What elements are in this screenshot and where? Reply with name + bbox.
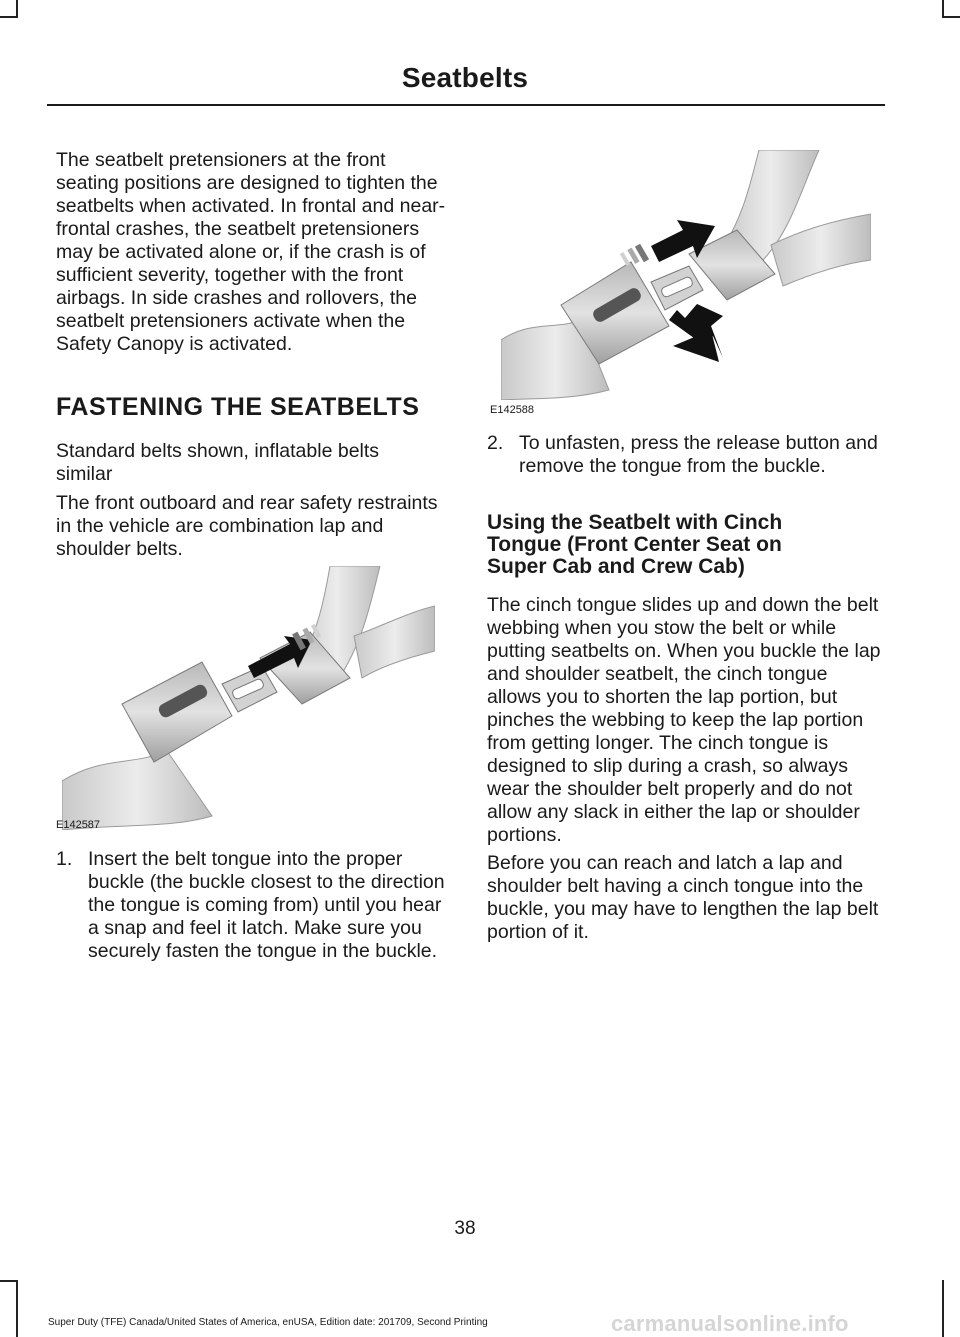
pretensioner-paragraph: The seatbelt pretensioners at the front seating positions are designed to tighten the seatbelts when activated. In frontal and near-frontal crashes, the seatbelt pretensioners may be activated alone or, if the crash is of sufficient severity, together with the front airbags. In side crashes and rollovers, the seatbelt pretensioners activate when the Safety Canopy is activated.	[56, 149, 446, 355]
footer-text: Super Duty (TFE) Canada/United States of America, enUSA, Edition date: 201709, Second Printing	[48, 1317, 488, 1328]
lengthen-belt-paragraph: Before you can reach and latch a lap and shoulder belt having a cinch tongue into the buckle, you may have to lengthen the lap belt portion of it.	[487, 852, 879, 943]
seatbelt-unfasten-graphic	[501, 150, 871, 400]
step-item	[56, 848, 448, 963]
page-title: Seatbelts	[401, 62, 529, 93]
fasten-belt-illustration	[56, 566, 435, 831]
unfasten-belt-illustration	[490, 150, 871, 416]
crop-mark	[0, 1280, 18, 1282]
crop-mark	[942, 1280, 944, 1337]
step-text: Insert the belt tongue into the proper buckle (the buckle closest to the direction the tongue is coming from) until you hear a snap and feel it latch. Make sure you securely fasten the tongue in the buckle.	[88, 848, 445, 962]
step-number: 2.	[487, 432, 504, 454]
left-column	[56, 0, 448, 1337]
subsection-heading: Using the Seatbelt with Cinch Tongue (Front Center Seat on Super Cab and Crew Cab)	[487, 511, 783, 578]
cinch-tongue-paragraph: The cinch tongue slides up and down the belt webbing when you stow the belt or while putting seatbelts on. When you buckle the lap and shoulder seatbelt, the cinch tongue allows you to shorten the lap portion, but pinches the webbing to keep the lap portion from getting longer. The cinch tongue is designed to slip during a crash, so always wear the shoulder belt properly and do not allow any slack in either the lap or shoulder portions.	[487, 594, 881, 846]
seatbelt-fasten-graphic	[62, 566, 435, 830]
restraint-paragraph: The front outboard and rear safety restraints in the vehicle are combination lap and shoulder belts.	[56, 492, 438, 560]
step-number: 1.	[56, 848, 73, 870]
step-item	[487, 432, 883, 478]
figure-code: E142588	[490, 404, 535, 416]
page-number: 38	[454, 1218, 476, 1239]
crop-mark	[16, 1280, 18, 1337]
crop-mark	[942, 16, 960, 18]
figure-subtitle: Standard belts shown, inflatable belts similar	[56, 440, 380, 485]
right-column	[487, 0, 883, 1337]
crop-mark	[0, 16, 18, 18]
section-heading: FASTENING THE SEATBELTS	[56, 393, 420, 421]
watermark: carmanualsonline.info	[611, 1311, 849, 1336]
figure-code: E142587	[56, 819, 101, 831]
step-text: To unfasten, press the release button and remove the tongue from the buckle.	[519, 432, 878, 477]
